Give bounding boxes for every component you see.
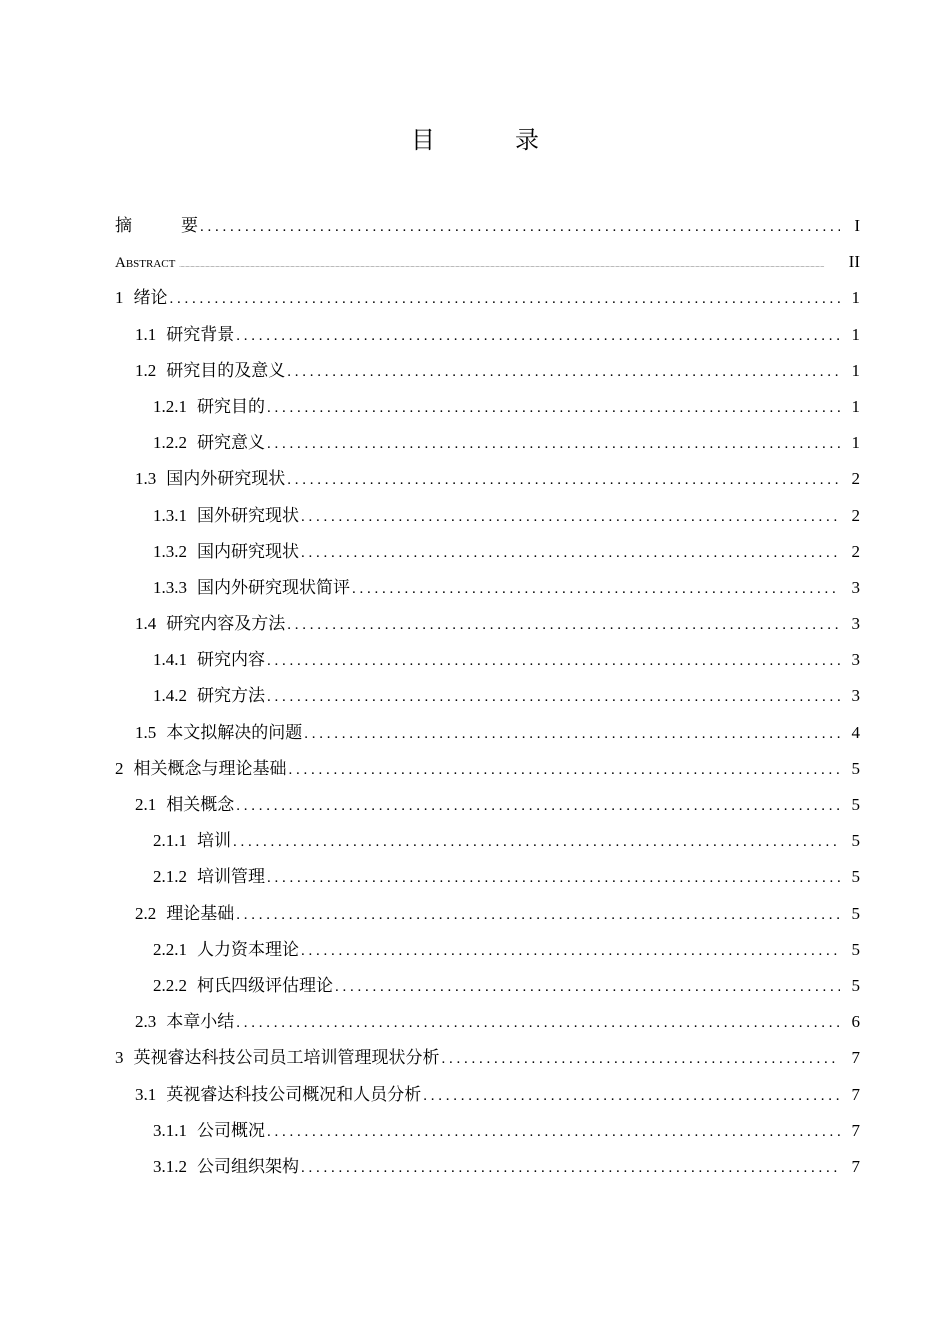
toc-entry-label: 摘 要	[115, 216, 214, 235]
toc-dot-leader	[423, 1078, 840, 1114]
toc-entry-number: 2.2	[135, 903, 157, 923]
toc-entry[interactable]	[115, 244, 860, 280]
toc-entry[interactable]	[115, 968, 860, 1004]
toc-entry-label: 国内外研究现状	[166, 469, 286, 489]
toc-entry-number: 1.2.2	[153, 433, 187, 453]
toc-entry-label: 国内研究现状	[197, 541, 299, 561]
toc-dot-leader	[236, 1005, 840, 1041]
toc-entry-page-number: 5	[851, 939, 860, 959]
toc-entry-number: 1.2.1	[153, 396, 187, 416]
toc-entry-label: 相关概念	[166, 795, 235, 814]
toc-dot-leader	[236, 318, 840, 354]
toc-dot-leader	[267, 1114, 840, 1150]
toc-entry-page-number: 1	[851, 324, 860, 344]
toc-entry-number: 2.2.2	[153, 975, 187, 995]
toc-entry-number: 2	[115, 758, 124, 778]
toc-dot-leader	[267, 426, 840, 462]
toc-dot-leader	[301, 933, 840, 969]
toc-entry-page-number: 5	[851, 758, 860, 778]
toc-entry[interactable]	[115, 823, 860, 859]
toc-entry[interactable]	[115, 317, 860, 353]
toc-entry[interactable]	[115, 1004, 860, 1040]
table-of-contents	[115, 208, 860, 1185]
toc-entry[interactable]	[115, 1077, 860, 1113]
toc-entry-page-number: 2	[851, 541, 860, 561]
toc-entry-label: 本文拟解决的问题	[166, 722, 303, 742]
toc-entry-page-number: 5	[851, 975, 860, 995]
toc-entry-label: 研究意义	[197, 433, 265, 453]
toc-dot-leader	[179, 249, 842, 285]
toc-dot-leader	[267, 679, 840, 715]
toc-entry-page-number: 4	[851, 722, 860, 742]
toc-entry-label: 国外研究现状	[197, 505, 299, 525]
toc-entry-label: 培训	[197, 831, 231, 851]
toc-entry[interactable]	[115, 678, 860, 714]
toc-entry-number: 1.4.1	[153, 650, 187, 670]
toc-entry-label: 英视睿达科技公司员工培训管理现状分析	[133, 1048, 440, 1068]
toc-entry-label: 人力资本理论	[197, 939, 299, 959]
toc-entry-number: 2.1.2	[153, 867, 187, 887]
toc-entry-number: 1.3	[135, 469, 157, 489]
toc-entry-label: 研究内容	[197, 650, 265, 670]
toc-entry-label: 培训管理	[197, 867, 265, 887]
toc-entry-number: 3.1	[135, 1084, 157, 1104]
toc-dot-leader	[352, 571, 840, 607]
toc-entry[interactable]	[115, 787, 860, 823]
toc-entry-page-number: II	[848, 252, 860, 272]
toc-entry-page-number: 2	[851, 469, 860, 489]
toc-entry-label: 本章小结	[166, 1012, 235, 1032]
toc-entry[interactable]	[115, 425, 860, 461]
toc-dot-leader	[287, 462, 840, 498]
toc-entry-label: Abstract	[115, 255, 176, 272]
toc-entry-number: 1.1	[135, 324, 157, 344]
toc-entry[interactable]	[115, 1040, 860, 1076]
toc-entry[interactable]	[115, 208, 860, 244]
toc-dot-leader	[267, 643, 840, 679]
toc-dot-leader	[287, 607, 840, 643]
toc-dot-leader	[301, 499, 840, 535]
toc-entry-number: 1.3.3	[153, 577, 187, 597]
toc-dot-leader	[200, 209, 840, 245]
toc-entry[interactable]	[115, 932, 860, 968]
toc-entry-page-number: 7	[851, 1084, 860, 1104]
toc-entry-label: 研究方法	[197, 686, 265, 706]
toc-entry-number: 1.4	[135, 614, 157, 634]
toc-entry[interactable]	[115, 715, 860, 751]
toc-entry-label: 公司概况	[197, 1120, 265, 1140]
toc-entry-page-number: 3	[851, 650, 860, 670]
toc-entry[interactable]	[115, 389, 860, 425]
toc-entry-label: 研究内容及方法	[166, 614, 286, 634]
toc-dot-leader	[236, 788, 840, 824]
toc-entry-number: 1	[115, 288, 124, 308]
toc-entry[interactable]	[115, 642, 860, 678]
toc-entry[interactable]	[115, 751, 860, 787]
toc-entry-number: 2.1.1	[153, 831, 187, 851]
toc-entry[interactable]	[115, 1113, 860, 1149]
toc-entry-page-number: I	[854, 216, 860, 235]
toc-entry-number: 3.1.2	[153, 1156, 187, 1176]
toc-entry-label: 理论基础	[166, 903, 235, 923]
toc-entry-label: 研究目的及意义	[166, 360, 286, 380]
toc-entry-label: 国内外研究现状简评	[197, 577, 350, 597]
toc-entry-page-number: 5	[851, 795, 860, 814]
toc-entry[interactable]	[115, 896, 860, 932]
toc-entry-number: 1.3.1	[153, 505, 187, 525]
toc-entry-page-number: 1	[851, 288, 860, 308]
toc-entry-page-number: 1	[851, 433, 860, 453]
toc-entry-number: 1.3.2	[153, 541, 187, 561]
toc-entry-label: 研究目的	[197, 396, 265, 416]
toc-entry[interactable]	[115, 570, 860, 606]
toc-entry-number: 3	[115, 1048, 124, 1068]
toc-dot-leader	[301, 535, 840, 571]
toc-entry-label: 公司组织架构	[197, 1156, 299, 1176]
toc-entry-page-number: 5	[851, 867, 860, 887]
toc-dot-leader	[335, 969, 840, 1005]
toc-entry-page-number: 5	[851, 903, 860, 923]
toc-entry[interactable]	[115, 534, 860, 570]
toc-entry-number: 1.5	[135, 722, 157, 742]
toc-entry-label: 研究背景	[166, 324, 235, 344]
toc-entry-page-number: 1	[851, 360, 860, 380]
toc-entry-number: 3.1.1	[153, 1120, 187, 1140]
toc-dot-leader	[170, 281, 841, 317]
toc-entry[interactable]	[115, 353, 860, 389]
toc-dot-leader	[267, 390, 840, 426]
toc-entry[interactable]	[115, 1149, 860, 1185]
toc-entry-page-number: 6	[851, 1012, 860, 1032]
toc-entry-page-number: 7	[851, 1156, 860, 1176]
toc-entry-page-number: 3	[851, 577, 860, 597]
toc-entry-page-number: 7	[851, 1048, 860, 1068]
toc-entry-label: 绪论	[133, 288, 168, 308]
toc-entry[interactable]	[115, 859, 860, 895]
toc-entry-number: 1.4.2	[153, 686, 187, 706]
toc-entry-number: 2.3	[135, 1012, 157, 1032]
toc-entry[interactable]	[115, 461, 860, 497]
toc-entry-number: 1.2	[135, 360, 157, 380]
toc-entry-page-number: 2	[851, 505, 860, 525]
toc-entry-label: 相关概念与理论基础	[133, 758, 287, 778]
toc-entry[interactable]	[115, 498, 860, 534]
toc-entry-page-number: 5	[851, 831, 860, 851]
toc-dot-leader	[233, 824, 840, 860]
toc-entry-page-number: 7	[851, 1120, 860, 1140]
toc-dot-leader	[301, 1150, 840, 1186]
toc-entry-page-number: 3	[851, 686, 860, 706]
toc-dot-leader	[236, 897, 840, 933]
toc-dot-leader	[289, 752, 841, 788]
toc-entry[interactable]	[115, 606, 860, 642]
toc-dot-leader	[287, 354, 840, 390]
toc-dot-leader	[304, 716, 840, 752]
toc-dot-leader	[267, 860, 840, 896]
toc-entry[interactable]	[115, 280, 860, 316]
toc-entry-page-number: 1	[851, 396, 860, 416]
page-title: 目 录	[411, 126, 567, 154]
toc-entry-page-number: 3	[851, 614, 860, 634]
toc-entry-label: 柯氏四级评估理论	[197, 975, 333, 995]
toc-entry-label: 英视睿达科技公司概况和人员分析	[166, 1084, 422, 1104]
toc-entry-number: 2.2.1	[153, 939, 187, 959]
toc-entry-number: 2.1	[135, 795, 157, 814]
toc-dot-leader	[442, 1041, 841, 1077]
